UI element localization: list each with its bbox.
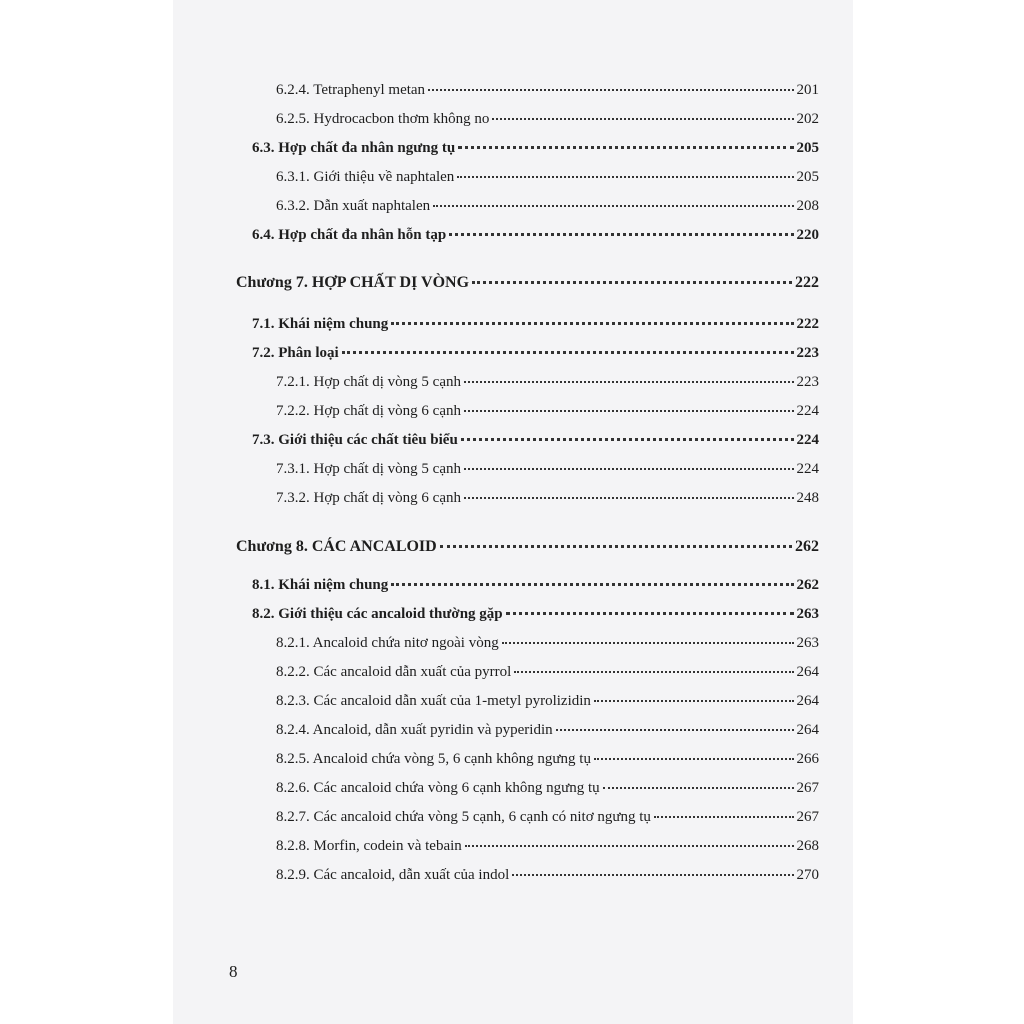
toc-entry-label: 6.2.4. Tetraphenyl metan: [276, 82, 426, 98]
dot-leader: [654, 814, 794, 818]
toc-entry-label: 8.2.6. Các ancaloid chứa vòng 6 cạnh không ngưng tụ: [276, 780, 600, 796]
toc-entry-label: 6.4. Hợp chất đa nhân hỗn tạp: [252, 227, 447, 243]
toc-entry-page: 264: [796, 693, 819, 709]
toc-entry-label: 7.3.1. Hợp chất dị vòng 5 cạnh: [276, 461, 461, 477]
toc-entry: [276, 635, 819, 652]
dot-leader: [502, 640, 794, 644]
dot-leader: [428, 87, 793, 91]
toc-chapter-entry: [236, 538, 819, 556]
toc-entry: [276, 664, 819, 681]
dot-leader: [458, 144, 793, 149]
toc-entry: [276, 809, 819, 826]
dot-leader: [556, 727, 794, 731]
toc-entry: [276, 693, 819, 710]
toc-entry-page: 263: [796, 635, 819, 651]
toc-entry: [252, 606, 819, 623]
dot-leader: [492, 116, 793, 120]
toc-entry-label: 8.2.1. Ancaloid chứa nitơ ngoài vòng: [276, 635, 499, 651]
toc-entry-page: 222: [795, 274, 819, 291]
dot-leader: [391, 320, 793, 325]
toc-entry-page: 202: [796, 111, 819, 127]
toc-entry: [276, 403, 819, 420]
toc-entry: [276, 169, 819, 186]
toc-entry-page: 224: [796, 403, 819, 419]
toc-entry-page: 201: [796, 82, 819, 98]
toc-entry-label: 8.2.8. Morfin, codein và tebain: [276, 838, 462, 854]
toc-entry-label: 7.2.1. Hợp chất dị vòng 5 cạnh: [276, 374, 461, 390]
toc-entry: [276, 490, 819, 507]
page-number: 8: [229, 962, 238, 981]
toc-entry: [252, 577, 819, 594]
toc-entry: [276, 751, 819, 768]
toc-entry: [276, 374, 819, 391]
toc-entry-label: 6.3. Hợp chất đa nhân ngưng tụ: [252, 140, 456, 156]
toc-entry-label: 8.2.9. Các ancaloid, dẫn xuất của indol: [276, 867, 510, 883]
toc-entry: [252, 140, 819, 157]
toc-entry-label: 7.1. Khái niệm chung: [252, 316, 389, 332]
toc-entry-label: 6.2.5. Hydrocacbon thơm không no: [276, 111, 490, 127]
dot-leader: [342, 349, 794, 354]
toc-entry-page: 248: [796, 490, 819, 506]
toc-chapter-entry: [236, 274, 819, 292]
toc-entry-label: 8.2.7. Các ancaloid chứa vòng 5 cạnh, 6 cạnh có nitơ ngưng tụ: [276, 809, 651, 825]
toc-entry-label: 7.3.2. Hợp chất dị vòng 6 cạnh: [276, 490, 461, 506]
dot-leader: [506, 610, 794, 615]
dot-leader: [464, 379, 794, 383]
toc-entry-page: 266: [796, 751, 819, 767]
toc-entry-page: 208: [796, 198, 819, 214]
toc-entry-page: 205: [796, 169, 819, 185]
dot-leader: [464, 466, 794, 470]
toc-entry-page: 223: [796, 345, 819, 361]
toc-entry-page: 267: [796, 809, 819, 825]
toc-entry-page: 223: [796, 374, 819, 390]
toc-entry-page: 263: [796, 606, 819, 622]
dot-leader: [594, 698, 794, 702]
toc-entry-label: Chương 7. HỢP CHẤT DỊ VÒNG: [236, 274, 470, 291]
toc-entry-page: 224: [796, 461, 819, 477]
dot-leader: [391, 581, 793, 586]
toc-entry-page: 270: [796, 867, 819, 883]
toc-entry-label: 7.3. Giới thiệu các chất tiêu biểu: [252, 432, 458, 448]
dot-leader: [464, 408, 794, 412]
toc-entry-page: 205: [796, 140, 819, 156]
dot-leader: [512, 872, 793, 876]
dot-leader: [465, 843, 794, 847]
dot-leader: [433, 203, 793, 207]
toc-entry-label: 7.2. Phân loại: [252, 345, 339, 361]
toc-entry: [252, 316, 819, 333]
dot-leader: [461, 436, 794, 441]
toc-entry: [276, 867, 819, 884]
toc-entry: [276, 198, 819, 215]
toc-entry-page: 264: [796, 722, 819, 738]
toc-entry: [276, 461, 819, 478]
toc-entry: [252, 227, 819, 244]
dot-leader: [472, 279, 792, 284]
toc-entry-page: 222: [796, 316, 819, 332]
toc-entry: [276, 82, 819, 99]
toc-entry-label: 8.1. Khái niệm chung: [252, 577, 389, 593]
toc-entry-page: 264: [796, 664, 819, 680]
toc-entry: [276, 722, 819, 739]
toc-entry: [276, 838, 819, 855]
toc-entry-label: 8.2.5. Ancaloid chứa vòng 5, 6 cạnh không ngưng tụ: [276, 751, 591, 767]
toc-entry: [252, 345, 819, 362]
dot-leader: [603, 785, 794, 789]
dot-leader: [594, 756, 794, 760]
toc-entry: [252, 432, 819, 449]
toc-entry: [276, 111, 819, 128]
dot-leader: [449, 231, 793, 236]
toc-entry-label: 8.2.3. Các ancaloid dẫn xuất của 1-metyl pyrolizidin: [276, 693, 591, 709]
toc-entry-page: 224: [796, 432, 819, 448]
toc-entry: [276, 780, 819, 797]
toc-entry-label: 8.2.4. Ancaloid, dẫn xuất pyridin và pyperidin: [276, 722, 553, 738]
toc-entry-page: 220: [796, 227, 819, 243]
toc-entry-label: 8.2.2. Các ancaloid dẫn xuất của pyrrol: [276, 664, 512, 680]
toc-entry-page: 268: [796, 838, 819, 854]
toc-entry-label: 6.3.1. Giới thiệu về naphtalen: [276, 169, 455, 185]
toc-entry-label: 7.2.2. Hợp chất dị vòng 6 cạnh: [276, 403, 461, 419]
toc-entry-page: 262: [796, 577, 819, 593]
toc-entry-label: Chương 8. CÁC ANCALOID: [236, 538, 437, 555]
dot-leader: [514, 669, 793, 673]
toc-entry-label: 6.3.2. Dẫn xuất naphtalen: [276, 198, 431, 214]
toc-entry-label: 8.2. Giới thiệu các ancaloid thường gặp: [252, 606, 503, 622]
toc-entry-page: 267: [796, 780, 819, 796]
dot-leader: [457, 174, 793, 178]
dot-leader: [464, 495, 794, 499]
toc-entry-page: 262: [795, 538, 819, 555]
dot-leader: [440, 543, 792, 548]
